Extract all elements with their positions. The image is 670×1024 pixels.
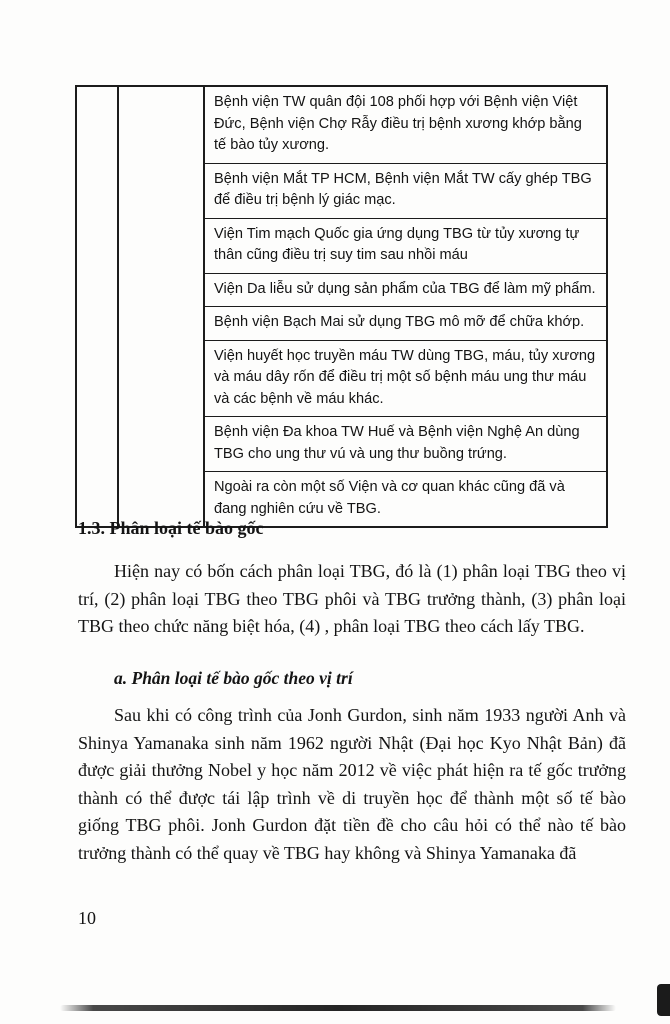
table-row: Bệnh viện Đa khoa TW Huế và Bệnh viện Nghệ An dùng TBG cho ung thư vú và ung thư buồng trứng. bbox=[205, 417, 606, 472]
table-content-column bbox=[205, 87, 606, 526]
section-heading: 1.3. Phân loại tế bào gốc bbox=[78, 517, 264, 538]
intro-paragraph: Hiện nay có bốn cách phân loại TBG, đó là (1) phân loại TBG theo vị trí, (2) phân loại TBG theo TBG phôi và TBG trưởng thành, (3) phân loại TBG theo chức năng biệt hóa, (4) , phân loại TBG theo cách lấy TBG. bbox=[78, 561, 626, 636]
table-row: Bệnh viện Bạch Mai sử dụng TBG mô mỡ để chữa khớp. bbox=[205, 307, 606, 341]
table-row: Viện Da liễu sử dụng sản phẩm của TBG để làm mỹ phẩm. bbox=[205, 274, 606, 308]
table-row: Viện Tim mạch Quốc gia ứng dụng TBG từ tủy xương tự thân cũng điều trị suy tim sau nhồi máu bbox=[205, 219, 606, 274]
table-row: Bệnh viện Mắt TP HCM, Bệnh viện Mắt TW cấy ghép TBG để điều trị bệnh lý giác mạc. bbox=[205, 164, 606, 219]
body-paragraph: Sau khi có công trình của Jonh Gurdon, sinh năm 1933 người Anh và Shinya Yamanaka sinh năm 1962 người Nhật (Đại học Kyo Nhật Bản) đã được giải thưởng Nobel y học năm 2012 về việc phát hiện ra tế gốc trưởng thành có thể được tái lập trình về di truyền học để thành một số tế bào giống TBG phôi. Jonh Gurdon đặt tiền đề cho câu hỏi có thể nào tế bào trưởng thành có thể quay về TBG hay không và Shinya Yamanaka đã bbox=[78, 705, 626, 863]
table-empty-column-1 bbox=[77, 87, 119, 526]
scan-artifact-right-edge bbox=[657, 984, 670, 1016]
page-number: 10 bbox=[78, 908, 96, 928]
table-empty-column-2 bbox=[119, 87, 205, 526]
scan-artifact-bottom-bar bbox=[60, 1005, 616, 1011]
table-row: Ngoài ra còn một số Viện và cơ quan khác cũng đã và đang nghiên cứu về TBG. bbox=[214, 479, 565, 517]
table-row: Bệnh viện TW quân đội 108 phối hợp với Bệnh viện Việt Đức, Bệnh viện Chợ Rẫy điều trị bệnh xương khớp bằng tế bào tủy xương. bbox=[205, 87, 606, 164]
table-row: Viện huyết học truyền máu TW dùng TBG, máu, tủy xương và máu dây rốn để điều trị một số bệnh máu ung thư máu và các bệnh về máu khác. bbox=[205, 341, 606, 418]
stem-cell-applications-table bbox=[75, 85, 608, 528]
subsection-heading: a. Phân loại tế bào gốc theo vị trí bbox=[114, 667, 353, 688]
